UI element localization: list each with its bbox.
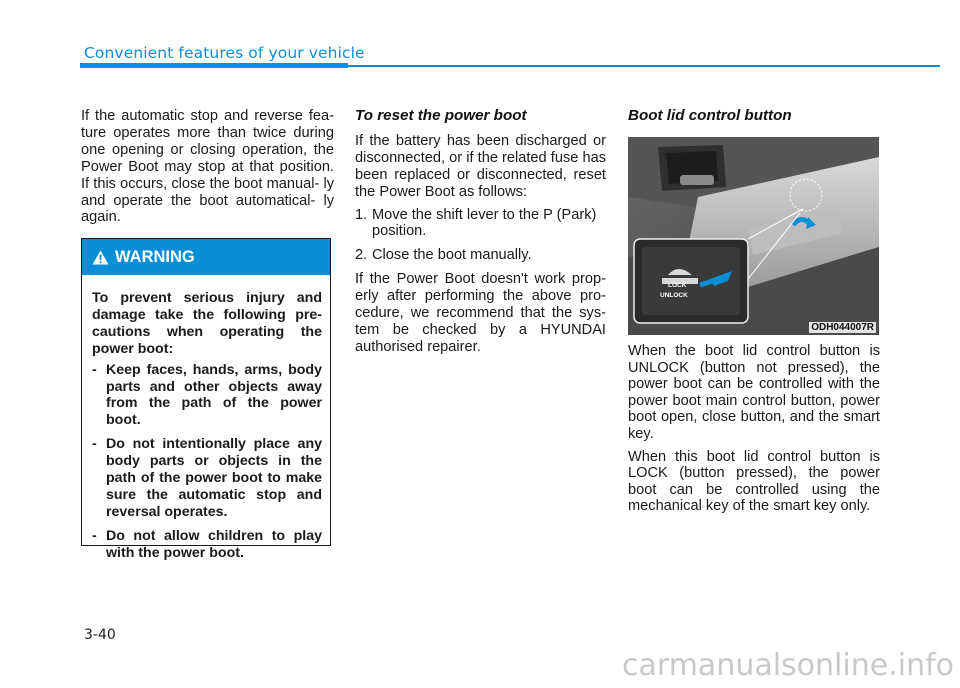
warning-box	[81, 238, 331, 561]
page-number: 3-40	[84, 627, 116, 643]
column-middle	[355, 108, 606, 362]
inset-unlock-label: UNLOCK	[660, 292, 688, 299]
header-rule-thin	[348, 65, 940, 67]
reset-heading: To reset the power boot	[355, 107, 527, 124]
boot-lid-description	[628, 343, 880, 521]
boot-lid-unlock-paragraph: When the boot lid control button is UNLOCK (button not pressed), the power boot can be controlled with the power boot main control button, power boot open, close button, and the smart key.	[628, 343, 880, 442]
reset-outro: If the Power Boot doesn't work prop- erly after performing the above pro- cedure, we recommend that the sys- tem be checked by a HYUNDAI authorised repairer.	[355, 271, 606, 355]
boot-lid-button-photo	[628, 137, 879, 335]
reset-intro: If the battery has been discharged or disconnected, or if the related fuse has been replaced or disconnected, reset the Power Boot as follows:	[355, 132, 606, 200]
column-left	[81, 108, 334, 226]
intro-paragraph: If the automatic stop and reverse fea- ture operates more than twice during one opening or closing operation, the Power Boot may stop at that position. If this occurs, close the boot manual- ly and operate the boot automatical- ly again.	[81, 108, 334, 226]
inset-lock-label: LOCK	[668, 282, 687, 289]
reset-step: 1. Move the shift lever to the P (Park) position.	[355, 206, 597, 240]
watermark: carmanualsonline.info	[622, 648, 954, 683]
warning-header	[82, 239, 330, 275]
boot-lid-lock-paragraph: When this boot lid control button is LOCK (button pressed), the power boot can be controlled using the mechanical key of the smart key only.	[628, 448, 880, 515]
warning-item: - Keep faces, hands, arms, body parts and other objects away from the path of the power boot.	[92, 361, 322, 429]
warning-title: WARNING	[115, 247, 195, 266]
image-code: ODH044007R	[811, 322, 874, 333]
warning-item: - Do not intentionally place any body parts or objects in the path of the power boot to make sure the automatic stop and reversal operates.	[92, 436, 322, 520]
boot-lid-heading: Boot lid control button	[628, 107, 792, 124]
header-rule-thick	[80, 63, 348, 68]
warning-triangle-icon	[92, 250, 109, 265]
warning-body	[82, 275, 330, 562]
reset-step: 2. Close the boot manually.	[355, 247, 532, 264]
warning-lead: To prevent serious injury and damage take the following pre- cautions when operating the power boot:	[92, 290, 322, 357]
column-right	[628, 108, 880, 133]
dashboard-illustration	[628, 137, 879, 335]
warning-item: - Do not allow children to play with the power boot.	[92, 527, 322, 561]
section-title: Convenient features of your vehicle	[84, 44, 365, 62]
